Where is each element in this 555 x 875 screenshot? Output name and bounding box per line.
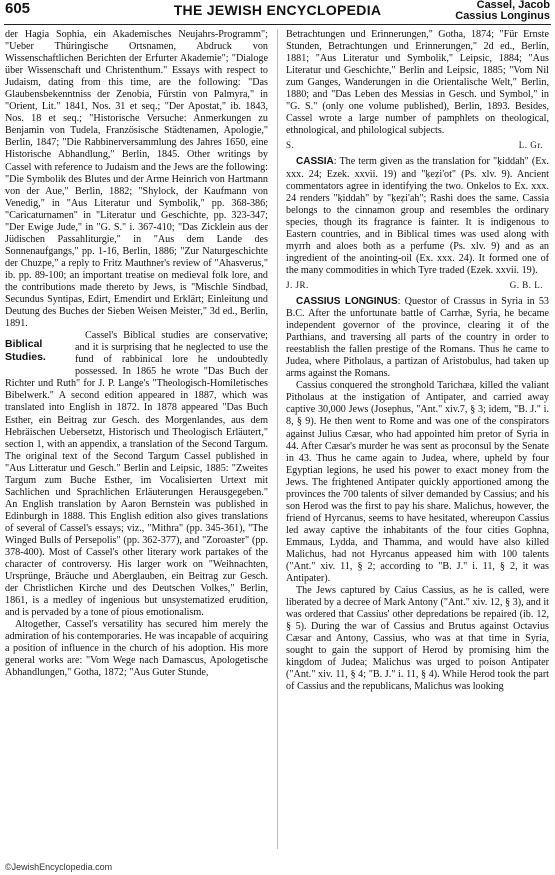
paragraph: Betrachtungen und Erinnerungen," Gotha, 1874; "Für Ernste Stunden, Betrachtungen und Erinnerungen," 2d ed., Berlin, 1881; "Aus Literatur und Symbolik," Leipsic, 1884; "Aus Literatur und Geschichte," Berlin and Leipsic, 1885; "Vom Nil zum Ganges, Wanderungen in die Orientalische Welt," Berlin, 1880; and "Das Leben des Messias in Gesch. und Symbol," in "G. S." (only one volume published), Berlin, 1893. Besides, Cassel wrote a large number of pamphlets on theological, ethnological, and philological subjects.: [286, 29, 549, 137]
footer-credit: ©JewishEncyclopedia.com: [5, 862, 113, 872]
paragraph: Cassel's Biblical studies are conservative; and it is surprising that he neglected to use the fund of rabbinical lore he undoubtedly possessed. In 1865 he wrote "Das Buch der Richter und Ruth" for J. P. Lange's "Theologisch-Homiletisches Bibelwerk." A second edition appeared in 1887, which was translated into English in 1872. In 1878 appeared "Das Buch Esther, ein Beitrag zur Gesch. des Morgenlandes, aus dem Hebräischen Uebersetzt, Historisch und Theologisch Erläutert," section 1, with an appendix, a translation of the Second Targum. The original text of the Second Targum Cassel published in "Aus Litteratur und Gesch." Berlin and Leipsic, 1885: "Zweites Targum zum Buche Esther, im Vocalisierten Urtext mit Sachlichen und Sprachlichen Erläuterungen Herausgegeben." An English translation by Aaron Bernstein was published in Edinburgh in 1888. This English edition also gives translations of several of Cassel's essays; viz., "Mithra" (pp. 345-361), "The Winged Bulls of Persepolis" (pp. 362-377), and "Zoroaster" (pp. 378-400). Most of Cassel's other literary work partakes of the character of controversy. His larger work on "Weihnachten, Ursprünge, Bräuche und Aberglauben, ein Beitrag zur Gesch. der Christlichen Kirche und des Deutschen Volkes," Berlin, 1861, is a medley of ingenious but unsystematized erudition, and is pervaded by a tone of pious emotionalism.: [5, 330, 268, 619]
side-heading: Biblical Studies.: [5, 338, 46, 364]
header-rule: [4, 24, 551, 25]
paragraph: der Hagia Sophia, ein Akademisches Neujahrs-Programm"; "Ueber Thüringische Ortsnamen, Abdruck von Wissenschaftlichen Berichten der Erfurter Akademie"; "Dialoge über Wissenschaft und Christenthum." Essays with respect to Judaism, dating from this time, are the following: "Das Glaubensbekenntniss der Zenobia, Fürstin von Palmyra," in "Orient, Lit." 1841, Nos. 31 et seq.; "Der Apostat," ib. 1843, Nos. 18 et seq.; "Historische Versuche: Anmerkungen zu Benjamin von Tudela, Französische Städtenamen, Apologie," Berlin, 1847; "Die Rabbinerversammlung des Jahres 1650, eine Historische Abhandlung," Berlin, 1845. Other writings by Cassel with reference to Judaism and the Jews are the following: "Die Symbolik des Blutes und der Arme Heinrich von Hartmann von der Aue," Berlin, 1882; "Shylock, der Kaufmann von Venedig," in "Aus Literatur und Symbolik," pp. 368-386; "Caricaturnamen" in "Literatur und Geschichte, pp. 323-347; "Der Ewige Jude," in "G. S." i. 367-410; "Das Zicklein aus der Jüdischen Passahliturgie," in "Aus dem Lande des Sonnenaufgangs," pp. 1-16, Berlin, 1886; "Zur Naturgeschichte der Chuzpe," a reply to Fritz Mauthner's review of "Ahasverus," ib. pp. 89-100; an important treatise on medieval folk lore, and the contributions made thereto by Jews, is "Mischle Sindbad, Secundus Syntipas, Edirt, Emendirt und Erklärt; Einleitung und Deutung des Buches der Sieben Weisen Meister," 3d ed., Berlin, 1891.: [5, 29, 268, 330]
left-column: [5, 29, 268, 680]
running-title: THE JEWISH ENCYCLOPEDIA: [173, 2, 382, 18]
guide-words: [455, 0, 550, 22]
article-cassia: [286, 156, 549, 276]
article-cassius-longinus: [286, 296, 549, 380]
entry-heading: CASSIUS LONGINUS: [296, 295, 398, 307]
signature-initials: J. JR.: [286, 279, 309, 290]
signature-author: L. Gr.: [518, 140, 543, 151]
entry-heading: CASSIA: [296, 156, 334, 168]
entry-text: : Questor of Crassus in Syria in 53 B.C. After the unfortunate battle of Carrhæ, Syria, he became independent governor of the province, clearing it of the Parthians, and traversing all parts of the country in order to reestablish the fallen prestige of the Romans. Thus he came to Judea, where Pitholaus, a partizan of Aristobulus, had taken up arms against the Romans.: [286, 295, 549, 380]
guide-word-first: Cassel, Jacob: [476, 0, 550, 11]
right-column: [286, 29, 549, 694]
signature-line: [286, 139, 549, 151]
signature-author: G. B. L.: [509, 279, 543, 290]
page-number: 605: [5, 0, 31, 17]
paragraph: Cassius conquered the stronghold Tarichæa, killed the valiant Pitholaus at the instigation of Antipater, and carried away captive 30,000 Jews (Josephus, "Ant." xiv.7, § 3; idem, "B. J." i. 8, § 9). He then went to Rome and was one of the conspirators against Julius Cæsar, who had appointed him pretor of Syria in 44. After Cæsar's murder he was sent as proconsul by the Senate in 43. Thus he came again to Judea, where, upheld by four Egyptian legions, he used his power to exact money from the Jews. The frightened Antipater quickly apportioned among the provinces the 700 talents of silver demanded by Cassius; and his son Herod was the first to pay his share. Malichus, however, the friend of Hyrcanus, seems to have hesitated, whereupon Cassius led away captive the inhabitants of the four cities Gophna, Emmaus, Lydda, and Thamma, and would have also killed Malichus, had not Hyrcanus appeased him with 100 talents ("Ant." xiv. 11, § 2; according to "B. J." i. 11, § 2, it was Antipater).: [286, 380, 549, 585]
signature-line: [286, 279, 549, 291]
paragraph: Altogether, Cassel's versatility has secured him merely the admiration of his contemporaries. He was incapable of acquiring a position of influence in the church of his adoption. His more general works are: "Vom Wege nach Damascus, Apologetische Abhandlungen," Gotha, 1872; "Aus Guter Stunde,: [5, 619, 268, 679]
entry-text: : The term given as the translation for "ḳiddah" (Ex. xxx. 24; Ezek. xxvii. 19) and "ḳeẓi'ot" (Ps. xlv. 9). Ancient commentators agree in identifying the two. Onkelos to Ex. xxx. 24 renders "ḳiddah" by "ḳeẓi'ah"; Rashi does the same. Cassia belongs to the cinnamon group and resembles the ordinary species, though its fragrance is fainter. It is indigenous to Eastern countries, and in Biblical times was used along with myrrh and aloes both as a perfume (Ps. xlv. 9) and as an ingredient of the anointing-oil (Ex. xxx. 24). It formed one of the many commodities in which Tyre traded (Ezek. xxvii. 19).: [286, 156, 549, 276]
guide-word-last: Cassius Longinus: [455, 10, 550, 22]
column-divider: [277, 29, 278, 849]
signature-initials: S.: [286, 140, 295, 151]
paragraph: The Jews captured by Caius Cassius, as he is called, were liberated by a decree of Mark Antony ("Ant." xiv. 12, § 3), and it was ordered that Cassius' other depredations be repaired (ib. 12, § 5). During the war of Cassius and Brutus against Octavius Cæsar and Antony, Cassius, who was at that time in Syria, sought to gain the support of Herod by promising him the kingdom of Judea; Malichus was urged to poison Antipater ("Ant." xiv. 11, § 4; "B. J." i. 11, § 4). While Herod took the part of Cassius and the republicans, Malichus was looking: [286, 585, 549, 693]
